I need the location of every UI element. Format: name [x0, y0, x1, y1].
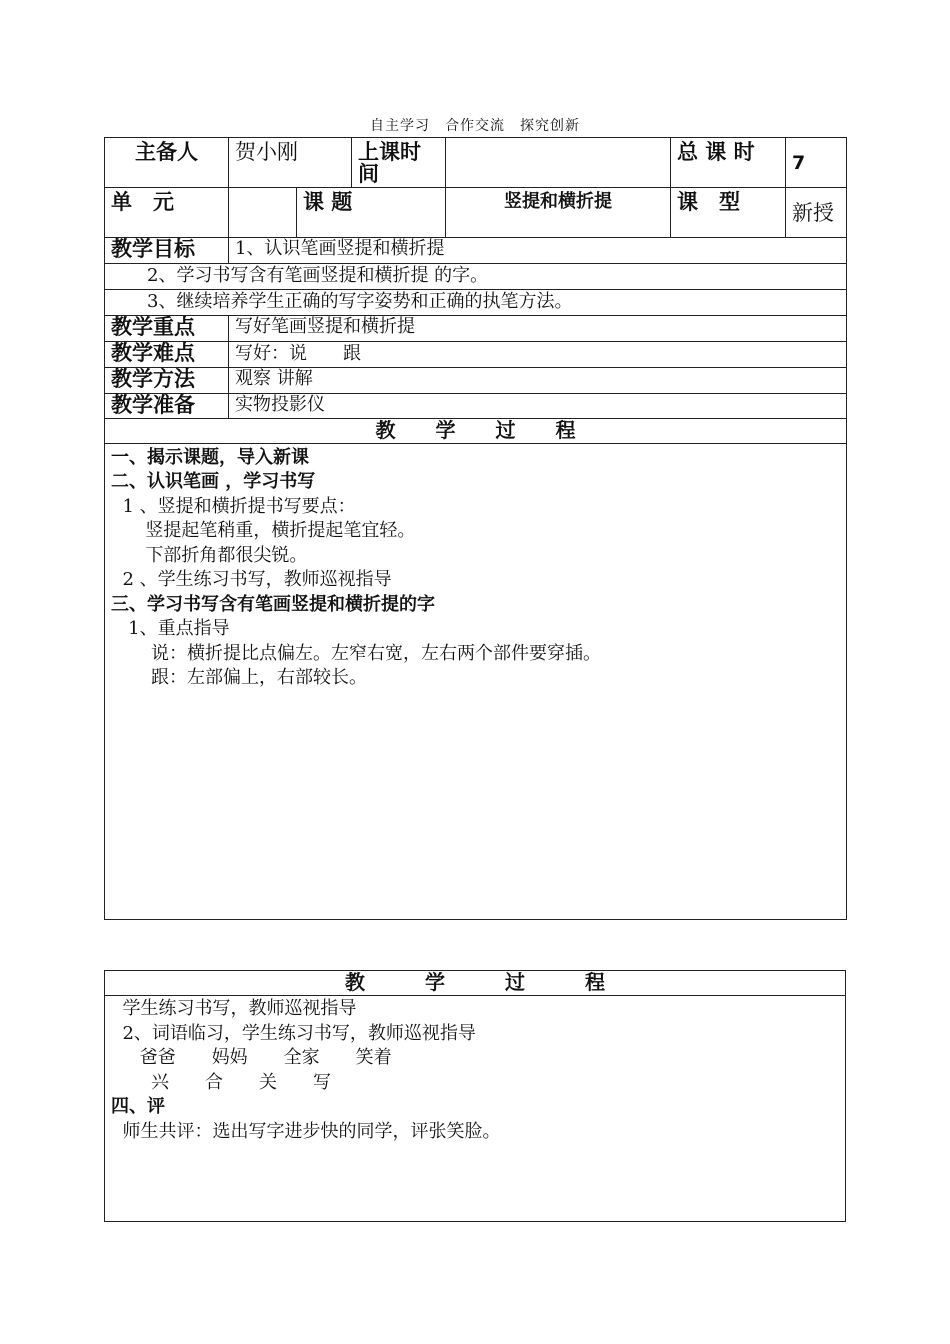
process-body — [105, 443, 847, 919]
lesson-plan-table — [104, 137, 847, 920]
total-hours-label: 总 课 时 — [671, 138, 786, 188]
goal-1: 1、认识笔画竖提和横折提 — [229, 238, 847, 264]
process-line: 爸爸 妈妈 全家 笑着 — [111, 1047, 392, 1068]
process-line: 三、学习书写含有笔画竖提和横折提的字 — [111, 593, 435, 615]
process-line: 兴 合 关 写 — [111, 1071, 332, 1093]
key-point-value: 写好笔画竖提和横折提 — [229, 315, 847, 341]
process-line: 下部折角都很尖锐。 — [111, 544, 308, 566]
process-title-2: 教 学 过 程 — [105, 971, 846, 996]
topic-label: 课 题 — [297, 188, 446, 238]
process-line: 师生共评：选出写字进步快的同学，评张笑脸。 — [111, 1120, 501, 1142]
process-body-2 — [105, 996, 846, 1222]
topic-value: 竖提和横折提 — [446, 188, 671, 238]
unit-label: 单 元 — [105, 188, 229, 238]
process-continued-table — [104, 970, 846, 1222]
preparation-value: 实物投影仪 — [229, 393, 847, 418]
difficulty-value: 写好：说 跟 — [229, 341, 847, 367]
lesson-type-label: 课 型 — [671, 188, 786, 238]
process-line: 2、词语临习，学生练习书写，教师巡视指导 — [111, 1022, 476, 1044]
lesson-type-value: 新授 — [786, 188, 847, 238]
goals-label: 教学目标 — [105, 238, 229, 264]
process-line: 二、认识笔画 ，学习书写 — [111, 471, 316, 492]
process-line: 四、评 — [111, 1096, 165, 1117]
method-value: 观察 讲解 — [229, 367, 847, 393]
method-label: 教学方法 — [105, 367, 229, 393]
goal-2: 2、学习书写含有笔画竖提和横折提 的字。 — [105, 264, 847, 290]
preparer-value: 贺小刚 — [229, 138, 352, 188]
process-line: 2 、学生练习书写，教师巡视指导 — [111, 569, 392, 590]
process-line: 跟：左部偏上，右部较长。 — [111, 667, 368, 688]
key-point-label: 教学重点 — [105, 315, 229, 341]
process-line: 说：横折提比点偏左。左窄右宽，左右两个部件要穿插。 — [111, 642, 602, 664]
process-line: 1 、竖提和横折提书写要点： — [111, 495, 356, 517]
preparation-label: 教学准备 — [105, 393, 229, 418]
process-line: 1、重点指导 — [111, 618, 230, 639]
process-title: 教 学 过 程 — [105, 418, 847, 443]
total-hours-value: 7 — [786, 138, 847, 188]
process-line: 一、揭示课题，导入新课 — [111, 446, 309, 468]
page-header: 自主学习 合作交流 探究创新 — [370, 118, 580, 134]
process-line: 学生练习书写，教师巡视指导 — [111, 998, 357, 1019]
preparer-label: 主备人 — [105, 138, 229, 188]
class-time-value — [446, 138, 671, 188]
process-line: 竖提起笔稍重，横折提起笔宜轻。 — [111, 520, 416, 541]
difficulty-label: 教学难点 — [105, 341, 229, 367]
goal-3: 3、继续培养学生正确的写字姿势和正确的执笔方法。 — [105, 289, 847, 315]
unit-value — [229, 188, 297, 238]
class-time-label: 上课时间 — [352, 138, 446, 188]
